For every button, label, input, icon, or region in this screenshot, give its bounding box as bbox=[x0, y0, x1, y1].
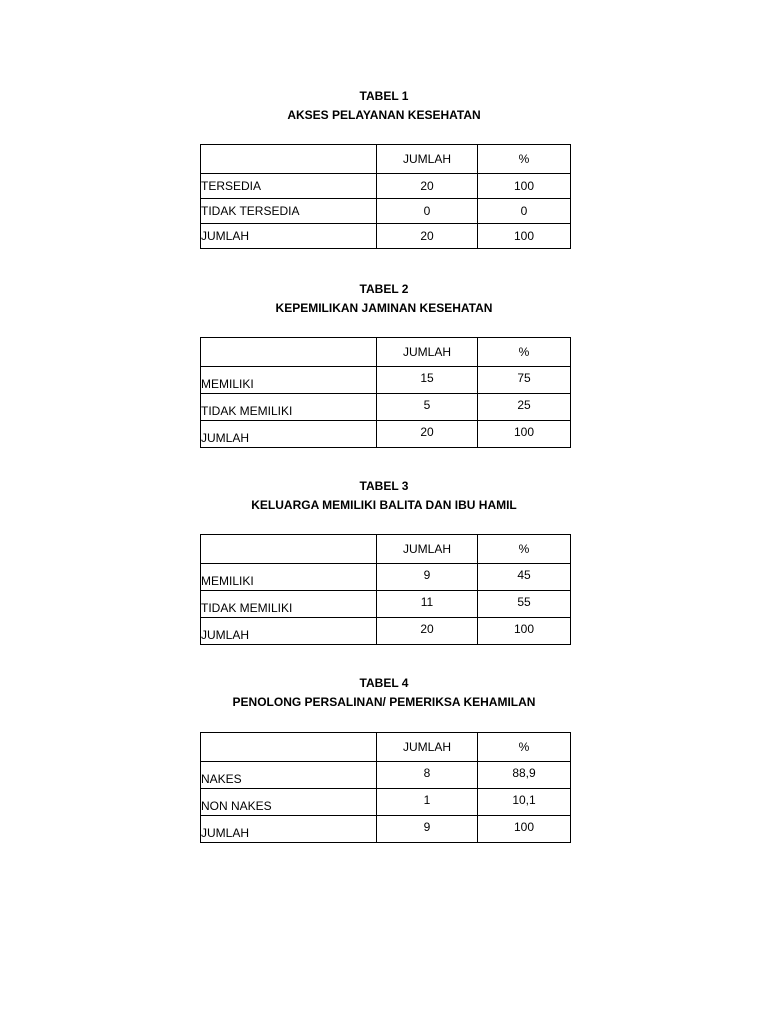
row-percent: 100 bbox=[478, 224, 571, 249]
row-percent: 75 bbox=[478, 367, 571, 394]
row-label: NON NAKES bbox=[201, 789, 377, 816]
row-label: JUMLAH bbox=[201, 618, 377, 645]
row-jumlah: 20 bbox=[377, 618, 478, 645]
table-row bbox=[201, 618, 571, 645]
row-percent: 45 bbox=[478, 564, 571, 591]
row-jumlah: 20 bbox=[377, 174, 478, 199]
table-header-row bbox=[201, 733, 571, 762]
row-jumlah: 20 bbox=[377, 224, 478, 249]
row-jumlah: 9 bbox=[377, 816, 478, 843]
row-label: JUMLAH bbox=[201, 816, 377, 843]
header-jumlah-cell: JUMLAH bbox=[377, 535, 478, 564]
header-percent-cell: % bbox=[478, 535, 571, 564]
table-row bbox=[201, 394, 571, 421]
row-label: JUMLAH bbox=[201, 224, 377, 249]
header-percent-cell: % bbox=[478, 733, 571, 762]
table-row bbox=[201, 591, 571, 618]
row-percent: 55 bbox=[478, 591, 571, 618]
table-row bbox=[201, 367, 571, 394]
header-label-cell bbox=[201, 338, 377, 367]
row-jumlah: 0 bbox=[377, 199, 478, 224]
table-row bbox=[201, 789, 571, 816]
row-percent: 25 bbox=[478, 394, 571, 421]
table-2-number: TABEL 2 bbox=[359, 282, 409, 296]
header-jumlah-cell: JUMLAH bbox=[377, 338, 478, 367]
table-2 bbox=[200, 337, 571, 448]
table-4 bbox=[200, 732, 571, 843]
table-4-number: TABEL 4 bbox=[359, 676, 409, 690]
row-percent: 100 bbox=[478, 816, 571, 843]
row-percent: 100 bbox=[478, 618, 571, 645]
table-2-title: KEPEMILIKAN JAMINAN KESEHATAN bbox=[275, 301, 493, 315]
table-header-row bbox=[201, 338, 571, 367]
header-label-cell bbox=[201, 733, 377, 762]
row-label: MEMILIKI bbox=[201, 564, 377, 591]
table-3-title: KELUARGA MEMILIKI BALITA DAN IBU HAMIL bbox=[251, 498, 517, 512]
row-jumlah: 8 bbox=[377, 762, 478, 789]
row-jumlah: 15 bbox=[377, 367, 478, 394]
table-3 bbox=[200, 534, 571, 645]
header-jumlah-cell: JUMLAH bbox=[377, 145, 478, 174]
table-row bbox=[201, 421, 571, 448]
header-label-cell bbox=[201, 535, 377, 564]
row-jumlah: 20 bbox=[377, 421, 478, 448]
row-percent: 100 bbox=[478, 174, 571, 199]
table-1-title: AKSES PELAYANAN KESEHATAN bbox=[287, 108, 481, 122]
row-label: JUMLAH bbox=[201, 421, 377, 448]
table-row bbox=[201, 174, 571, 199]
table-row bbox=[201, 199, 571, 224]
table-row bbox=[201, 224, 571, 249]
table-row bbox=[201, 816, 571, 843]
table-3-number: TABEL 3 bbox=[359, 479, 409, 493]
row-label: NAKES bbox=[201, 762, 377, 789]
row-label: MEMILIKI bbox=[201, 367, 377, 394]
table-1 bbox=[200, 144, 571, 249]
table-header-row bbox=[201, 535, 571, 564]
row-percent: 100 bbox=[478, 421, 571, 448]
header-label-cell bbox=[201, 145, 377, 174]
table-row bbox=[201, 762, 571, 789]
row-percent: 10,1 bbox=[478, 789, 571, 816]
row-jumlah: 11 bbox=[377, 591, 478, 618]
table-1-number: TABEL 1 bbox=[359, 89, 409, 103]
row-label: TIDAK TERSEDIA bbox=[201, 199, 377, 224]
row-label: TIDAK MEMILIKI bbox=[201, 394, 377, 421]
row-label: TIDAK MEMILIKI bbox=[201, 591, 377, 618]
row-jumlah: 5 bbox=[377, 394, 478, 421]
header-percent-cell: % bbox=[478, 338, 571, 367]
row-jumlah: 1 bbox=[377, 789, 478, 816]
row-percent: 88,9 bbox=[478, 762, 571, 789]
table-row bbox=[201, 564, 571, 591]
header-jumlah-cell: JUMLAH bbox=[377, 733, 478, 762]
table-header-row bbox=[201, 145, 571, 174]
row-label: TERSEDIA bbox=[201, 174, 377, 199]
row-jumlah: 9 bbox=[377, 564, 478, 591]
row-percent: 0 bbox=[478, 199, 571, 224]
table-4-title: PENOLONG PERSALINAN/ PEMERIKSA KEHAMILAN bbox=[232, 695, 536, 709]
header-percent-cell: % bbox=[478, 145, 571, 174]
